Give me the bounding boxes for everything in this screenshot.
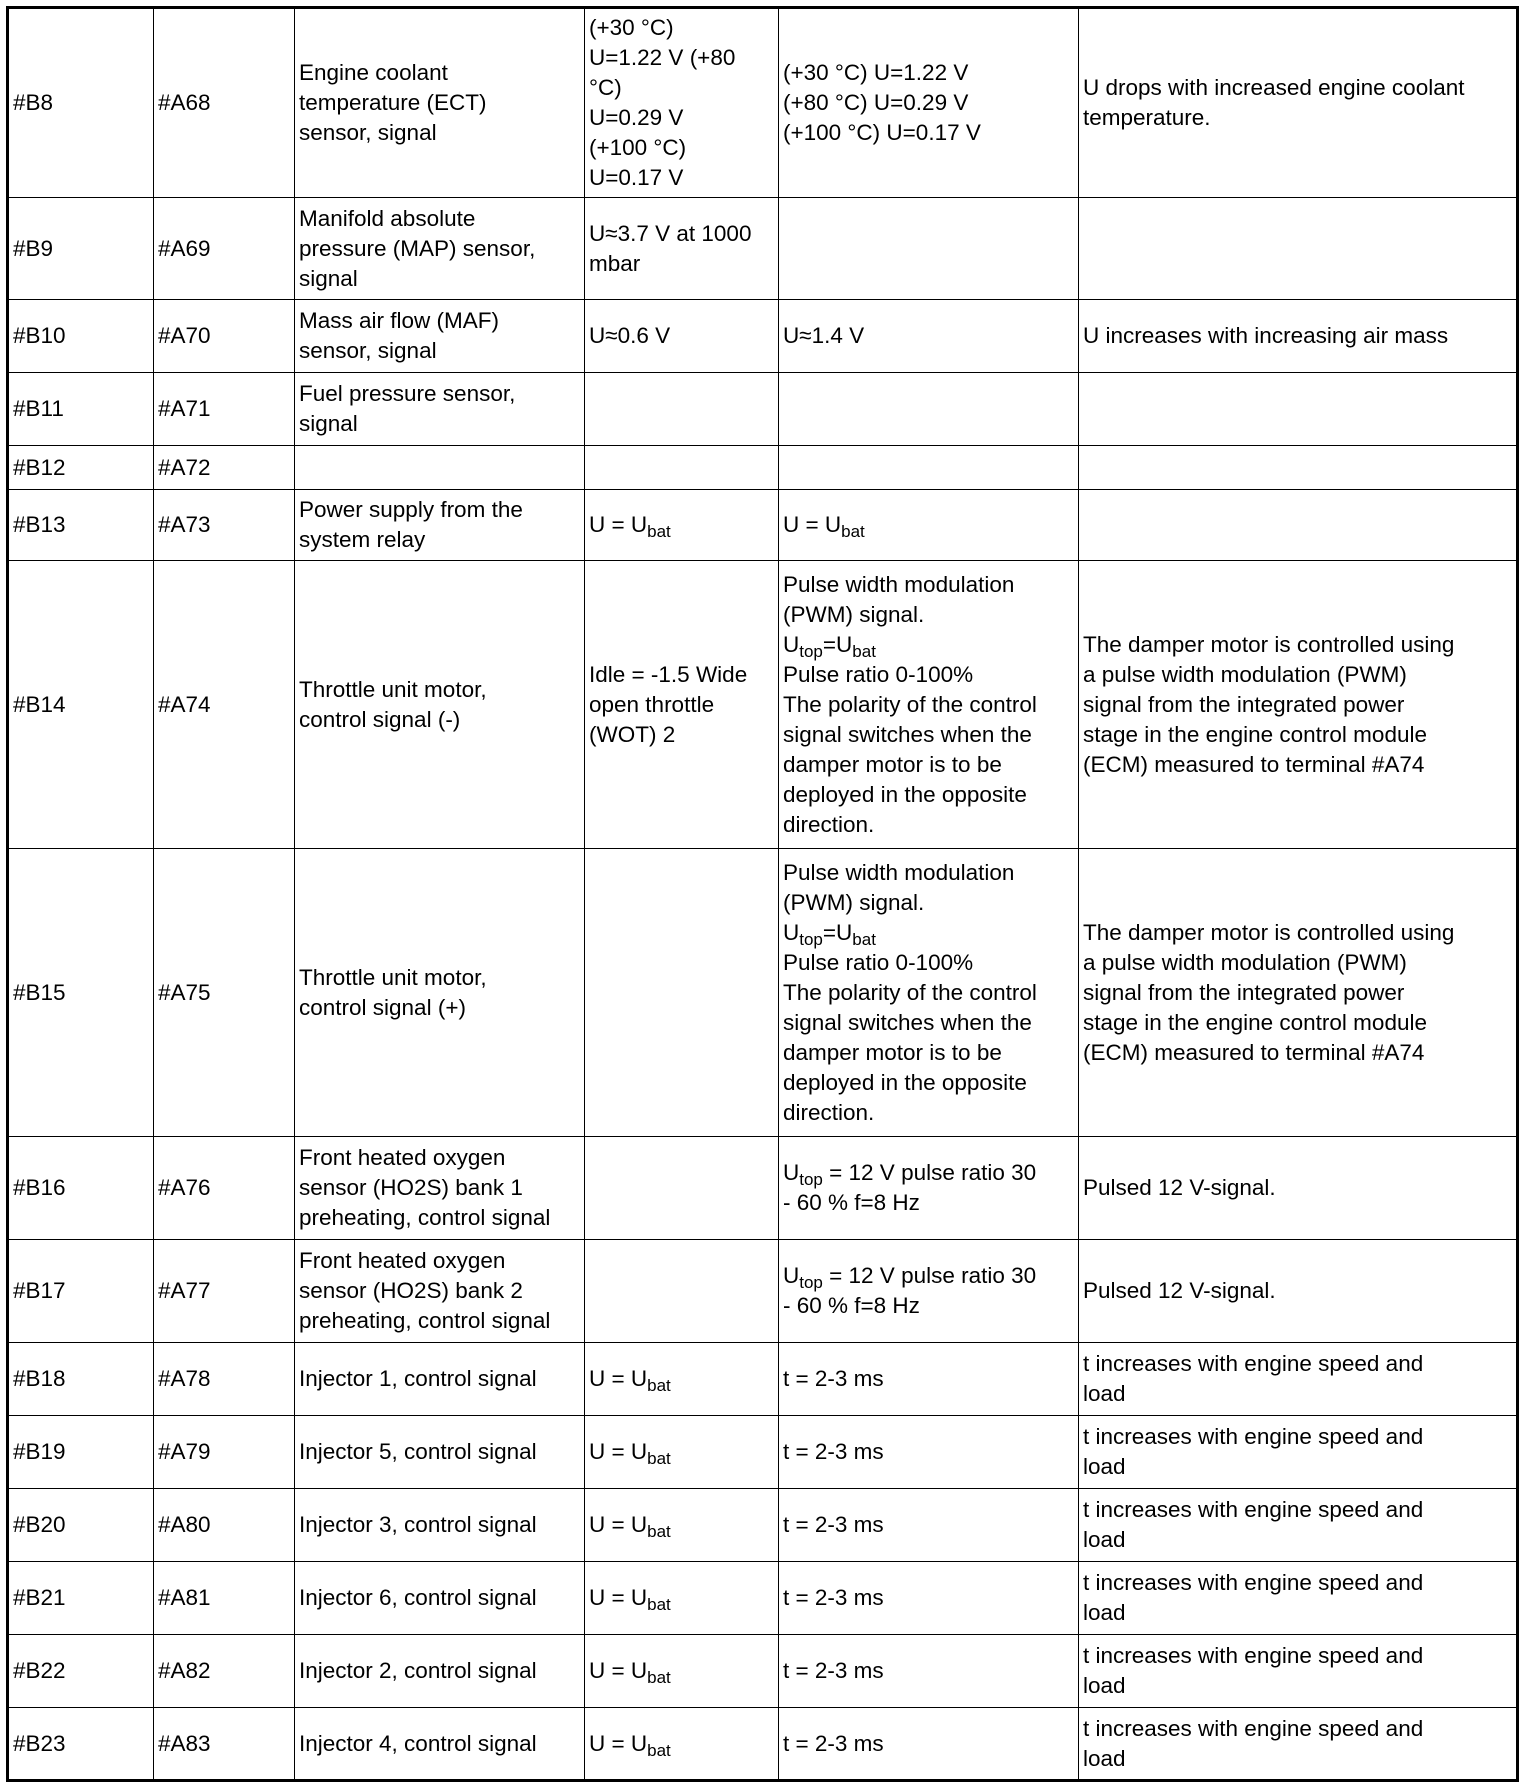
cell-line xyxy=(783,321,1074,351)
terminal-a-cell: #A79 xyxy=(154,1416,295,1489)
value-2-cell xyxy=(779,1635,1079,1708)
text-segment: U = U xyxy=(589,1585,648,1610)
cell-line xyxy=(589,1729,774,1759)
cell-line xyxy=(783,690,1074,720)
cell-line xyxy=(783,1510,1074,1540)
description-cell: Injector 4, control signal xyxy=(295,1708,585,1781)
description-cell: Manifold absolute pressure (MAP) sensor, signal xyxy=(295,198,585,300)
table-row xyxy=(8,1240,1518,1343)
terminal-a-cell: #A69 xyxy=(154,198,295,300)
terminal-b-cell: #B20 xyxy=(8,1489,154,1562)
text-segment: (+80 °C) U=0.29 V xyxy=(783,90,969,115)
subscript: bat xyxy=(841,522,865,541)
cell-line xyxy=(783,1158,1074,1188)
comment-cell: t increases with engine speed and load xyxy=(1079,1562,1518,1635)
text-segment: (+30 °C) U=1.22 V xyxy=(783,60,969,85)
terminal-a-cell: #A83 xyxy=(154,1708,295,1781)
description-cell: Throttle unit motor, control signal (+) xyxy=(295,849,585,1137)
table-row xyxy=(8,1635,1518,1708)
value-2-cell xyxy=(779,446,1079,490)
text-segment: °C) xyxy=(589,75,622,100)
text-segment: = 12 V pulse ratio 30 xyxy=(822,1263,1037,1288)
value-2-cell xyxy=(779,300,1079,373)
value-1-cell xyxy=(585,490,779,561)
text-segment: Pulse width modulation xyxy=(783,859,1015,885)
cell-line xyxy=(783,750,1074,780)
terminal-a-cell: #A82 xyxy=(154,1635,295,1708)
text-segment: t = 2-3 ms xyxy=(783,1658,884,1683)
value-1-cell xyxy=(585,1562,779,1635)
comment-cell xyxy=(1079,446,1518,490)
text-segment: Pulse ratio 0-100% xyxy=(783,661,974,687)
value-1-cell xyxy=(585,198,779,300)
terminal-b-cell: #B18 xyxy=(8,1343,154,1416)
cell-line xyxy=(589,219,774,249)
cell-line xyxy=(589,133,774,163)
comment-cell xyxy=(1079,198,1518,300)
text-segment: U xyxy=(783,631,800,657)
text-segment: signal switches when the xyxy=(783,721,1032,747)
text-segment: U≈0.6 V xyxy=(589,323,671,348)
text-segment: direction. xyxy=(783,1099,875,1125)
cell-line xyxy=(783,1188,1074,1218)
cell-line xyxy=(783,720,1074,750)
description-cell: Engine coolant temperature (ECT) sensor, signal xyxy=(295,8,585,198)
text-segment: t = 2-3 ms xyxy=(783,1512,884,1537)
cell-line xyxy=(589,1364,774,1394)
value-2-cell xyxy=(779,1137,1079,1240)
text-segment: direction. xyxy=(783,811,875,837)
cell-line xyxy=(783,1038,1074,1068)
text-segment: signal switches when the xyxy=(783,1009,1032,1035)
terminal-b-cell: #B13 xyxy=(8,490,154,561)
description-cell: Injector 2, control signal xyxy=(295,1635,585,1708)
text-segment: U = U xyxy=(589,1366,648,1391)
text-segment: The polarity of the control xyxy=(783,979,1037,1005)
cell-line xyxy=(783,948,1074,978)
text-segment: damper motor is to be xyxy=(783,1039,1002,1065)
cell-line xyxy=(783,570,1074,600)
value-1-cell xyxy=(585,849,779,1137)
text-segment: Pulse width modulation xyxy=(783,571,1015,597)
terminal-b-cell: #B10 xyxy=(8,300,154,373)
cell-line xyxy=(783,978,1074,1008)
table-row xyxy=(8,300,1518,373)
value-2-cell xyxy=(779,490,1079,561)
text-segment: t = 2-3 ms xyxy=(783,1730,884,1756)
description-cell: Throttle unit motor, control signal (-) xyxy=(295,561,585,849)
value-1-cell xyxy=(585,1708,779,1781)
text-segment: U≈3.7 V at 1000 xyxy=(589,220,752,246)
cell-line xyxy=(589,13,774,43)
value-2-cell xyxy=(779,373,1079,446)
value-2-cell xyxy=(779,1489,1079,1562)
cell-line xyxy=(783,600,1074,630)
terminal-b-cell: #B12 xyxy=(8,446,154,490)
cell-line xyxy=(783,780,1074,810)
value-1-cell xyxy=(585,373,779,446)
table-row xyxy=(8,1708,1518,1781)
description-cell: Front heated oxygen sensor (HO2S) bank 2 preheating, control signal xyxy=(295,1240,585,1343)
cell-line xyxy=(783,1008,1074,1038)
text-segment: open throttle xyxy=(589,691,715,717)
text-segment: - 60 % f=8 Hz xyxy=(783,1190,920,1215)
cell-line xyxy=(783,810,1074,840)
text-segment: =U xyxy=(822,919,853,945)
subscript: bat xyxy=(647,1668,671,1687)
text-segment: U=1.22 V (+80 xyxy=(589,45,736,70)
text-segment: = 12 V pulse ratio 30 xyxy=(822,1160,1037,1185)
text-segment: U=0.29 V xyxy=(589,105,684,130)
cell-line xyxy=(783,118,1074,148)
cell-line xyxy=(589,690,774,720)
text-segment: (+100 °C) xyxy=(589,135,687,160)
cell-line xyxy=(783,1364,1074,1394)
text-segment: t = 2-3 ms xyxy=(783,1366,884,1391)
cell-line xyxy=(589,1583,774,1613)
cell-line xyxy=(589,510,774,540)
table-body xyxy=(8,8,1518,1781)
text-segment: (PWM) signal. xyxy=(783,601,925,627)
value-2-cell xyxy=(779,1343,1079,1416)
terminal-b-cell: #B17 xyxy=(8,1240,154,1343)
comment-cell xyxy=(1079,490,1518,561)
value-1-cell xyxy=(585,1343,779,1416)
value-1-cell xyxy=(585,1137,779,1240)
terminal-a-cell: #A73 xyxy=(154,490,295,561)
comment-cell: t increases with engine speed and load xyxy=(1079,1635,1518,1708)
subscript: top xyxy=(799,641,823,661)
cell-line xyxy=(783,858,1074,888)
cell-line xyxy=(589,163,774,193)
cell-line xyxy=(783,1437,1074,1467)
table-row xyxy=(8,8,1518,198)
comment-cell: Pulsed 12 V-signal. xyxy=(1079,1240,1518,1343)
text-segment: U = U xyxy=(783,512,842,537)
description-cell: Injector 3, control signal xyxy=(295,1489,585,1562)
terminal-b-cell: #B14 xyxy=(8,561,154,849)
cell-line xyxy=(783,660,1074,690)
table-row xyxy=(8,373,1518,446)
cell-line xyxy=(783,1098,1074,1128)
terminal-a-cell: #A74 xyxy=(154,561,295,849)
cell-line xyxy=(783,1291,1074,1321)
cell-line xyxy=(589,720,774,750)
table-row xyxy=(8,1562,1518,1635)
text-segment: =U xyxy=(822,631,853,657)
value-2-cell xyxy=(779,1708,1079,1781)
description-cell: Power supply from the system relay xyxy=(295,490,585,561)
cell-line xyxy=(589,1510,774,1540)
description-cell: Mass air flow (MAF) sensor, signal xyxy=(295,300,585,373)
text-segment: U=0.17 V xyxy=(589,165,684,190)
text-segment: U≈1.4 V xyxy=(783,323,865,348)
value-1-cell xyxy=(585,8,779,198)
description-cell: Injector 6, control signal xyxy=(295,1562,585,1635)
subscript: top xyxy=(799,1273,823,1292)
terminal-b-cell: #B15 xyxy=(8,849,154,1137)
text-segment: U xyxy=(783,1263,800,1288)
subscript: bat xyxy=(852,929,876,949)
subscript: bat xyxy=(852,641,876,661)
value-1-cell xyxy=(585,1416,779,1489)
value-2-cell xyxy=(779,198,1079,300)
text-segment: U = U xyxy=(589,1730,648,1756)
text-segment: Idle = -1.5 Wide xyxy=(589,661,748,687)
text-segment: U = U xyxy=(589,512,648,537)
terminal-a-cell: #A68 xyxy=(154,8,295,198)
cell-line xyxy=(589,660,774,690)
text-segment: The polarity of the control xyxy=(783,691,1037,717)
terminal-a-cell: #A77 xyxy=(154,1240,295,1343)
cell-line xyxy=(783,88,1074,118)
cell-line xyxy=(589,103,774,133)
terminal-a-cell: #A72 xyxy=(154,446,295,490)
terminal-b-cell: #B23 xyxy=(8,1708,154,1781)
terminal-b-cell: #B21 xyxy=(8,1562,154,1635)
subscript: bat xyxy=(647,1376,671,1395)
value-2-cell xyxy=(779,1562,1079,1635)
subscript: bat xyxy=(647,1595,671,1614)
cell-line xyxy=(783,1583,1074,1613)
terminal-b-cell: #B11 xyxy=(8,373,154,446)
terminal-b-cell: #B16 xyxy=(8,1137,154,1240)
table-row xyxy=(8,849,1518,1137)
text-segment: U xyxy=(783,919,800,945)
description-cell: Injector 1, control signal xyxy=(295,1343,585,1416)
terminal-b-cell: #B19 xyxy=(8,1416,154,1489)
comment-cell: U drops with increased engine coolant temperature. xyxy=(1079,8,1518,198)
cell-line xyxy=(589,1437,774,1467)
text-segment: t = 2-3 ms xyxy=(783,1585,884,1610)
value-1-cell xyxy=(585,446,779,490)
text-segment: U = U xyxy=(589,1658,648,1683)
terminal-a-cell: #A76 xyxy=(154,1137,295,1240)
cell-line xyxy=(589,43,774,73)
subscript: bat xyxy=(647,522,671,541)
cell-line xyxy=(783,58,1074,88)
text-segment: (PWM) signal. xyxy=(783,889,925,915)
comment-cell: U increases with increasing air mass xyxy=(1079,300,1518,373)
table-row xyxy=(8,1343,1518,1416)
subscript: bat xyxy=(647,1522,671,1541)
cell-line xyxy=(783,918,1074,948)
table-row xyxy=(8,1489,1518,1562)
text-segment: (+100 °C) U=0.17 V xyxy=(783,120,981,145)
value-2-cell xyxy=(779,561,1079,849)
cell-line xyxy=(783,630,1074,660)
text-segment: damper motor is to be xyxy=(783,751,1002,777)
terminal-b-cell: #B22 xyxy=(8,1635,154,1708)
text-segment: (+30 °C) xyxy=(589,15,674,40)
value-1-cell xyxy=(585,1240,779,1343)
comment-cell: t increases with engine speed and load xyxy=(1079,1708,1518,1781)
cell-line xyxy=(589,321,774,351)
description-cell: Front heated oxygen sensor (HO2S) bank 1 preheating, control signal xyxy=(295,1137,585,1240)
cell-line xyxy=(783,510,1074,540)
description-cell: Fuel pressure sensor, signal xyxy=(295,373,585,446)
cell-line xyxy=(589,249,774,279)
value-1-cell xyxy=(585,1635,779,1708)
value-2-cell xyxy=(779,1416,1079,1489)
text-segment: t = 2-3 ms xyxy=(783,1439,884,1464)
comment-cell: Pulsed 12 V-signal. xyxy=(1079,1137,1518,1240)
text-segment: U xyxy=(783,1160,800,1185)
table-row xyxy=(8,490,1518,561)
text-segment: - 60 % f=8 Hz xyxy=(783,1293,920,1318)
description-cell xyxy=(295,446,585,490)
text-segment: U = U xyxy=(589,1512,648,1537)
description-cell: Injector 5, control signal xyxy=(295,1416,585,1489)
subscript: top xyxy=(799,1170,823,1189)
value-2-cell xyxy=(779,8,1079,198)
terminal-a-cell: #A81 xyxy=(154,1562,295,1635)
value-1-cell xyxy=(585,1489,779,1562)
cell-line xyxy=(783,1261,1074,1291)
table-row xyxy=(8,1416,1518,1489)
subscript: top xyxy=(799,929,823,949)
value-2-cell xyxy=(779,849,1079,1137)
table-row xyxy=(8,198,1518,300)
terminal-a-cell: #A75 xyxy=(154,849,295,1137)
cell-line xyxy=(589,73,774,103)
terminal-signal-table xyxy=(6,6,1519,1782)
cell-line xyxy=(783,1729,1074,1759)
text-segment: U = U xyxy=(589,1439,648,1464)
comment-cell: t increases with engine speed and load xyxy=(1079,1343,1518,1416)
value-1-cell xyxy=(585,561,779,849)
cell-line xyxy=(783,1656,1074,1686)
table-row xyxy=(8,561,1518,849)
text-segment: Pulse ratio 0-100% xyxy=(783,949,974,975)
comment-cell: t increases with engine speed and load xyxy=(1079,1416,1518,1489)
terminal-a-cell: #A78 xyxy=(154,1343,295,1416)
comment-cell: The damper motor is controlled using a pulse width modulation (PWM) signal from the integrated power stage in the engine control module (ECM) measured to terminal #A74 xyxy=(1079,849,1518,1137)
cell-line xyxy=(783,888,1074,918)
terminal-b-cell: #B8 xyxy=(8,8,154,198)
cell-line xyxy=(589,1656,774,1686)
text-segment: deployed in the opposite xyxy=(783,1069,1027,1095)
comment-cell: t increases with engine speed and load xyxy=(1079,1489,1518,1562)
subscript: bat xyxy=(647,1740,671,1760)
table-row xyxy=(8,446,1518,490)
cell-line xyxy=(783,1068,1074,1098)
terminal-a-cell: #A70 xyxy=(154,300,295,373)
text-segment: (WOT) 2 xyxy=(589,721,676,747)
comment-cell: The damper motor is controlled using a pulse width modulation (PWM) signal from the integrated power stage in the engine control module (ECM) measured to terminal #A74 xyxy=(1079,561,1518,849)
comment-cell xyxy=(1079,373,1518,446)
text-segment: deployed in the opposite xyxy=(783,781,1027,807)
table-row xyxy=(8,1137,1518,1240)
text-segment: mbar xyxy=(589,250,641,276)
value-2-cell xyxy=(779,1240,1079,1343)
terminal-a-cell: #A71 xyxy=(154,373,295,446)
terminal-b-cell: #B9 xyxy=(8,198,154,300)
terminal-a-cell: #A80 xyxy=(154,1489,295,1562)
subscript: bat xyxy=(647,1449,671,1468)
value-1-cell xyxy=(585,300,779,373)
